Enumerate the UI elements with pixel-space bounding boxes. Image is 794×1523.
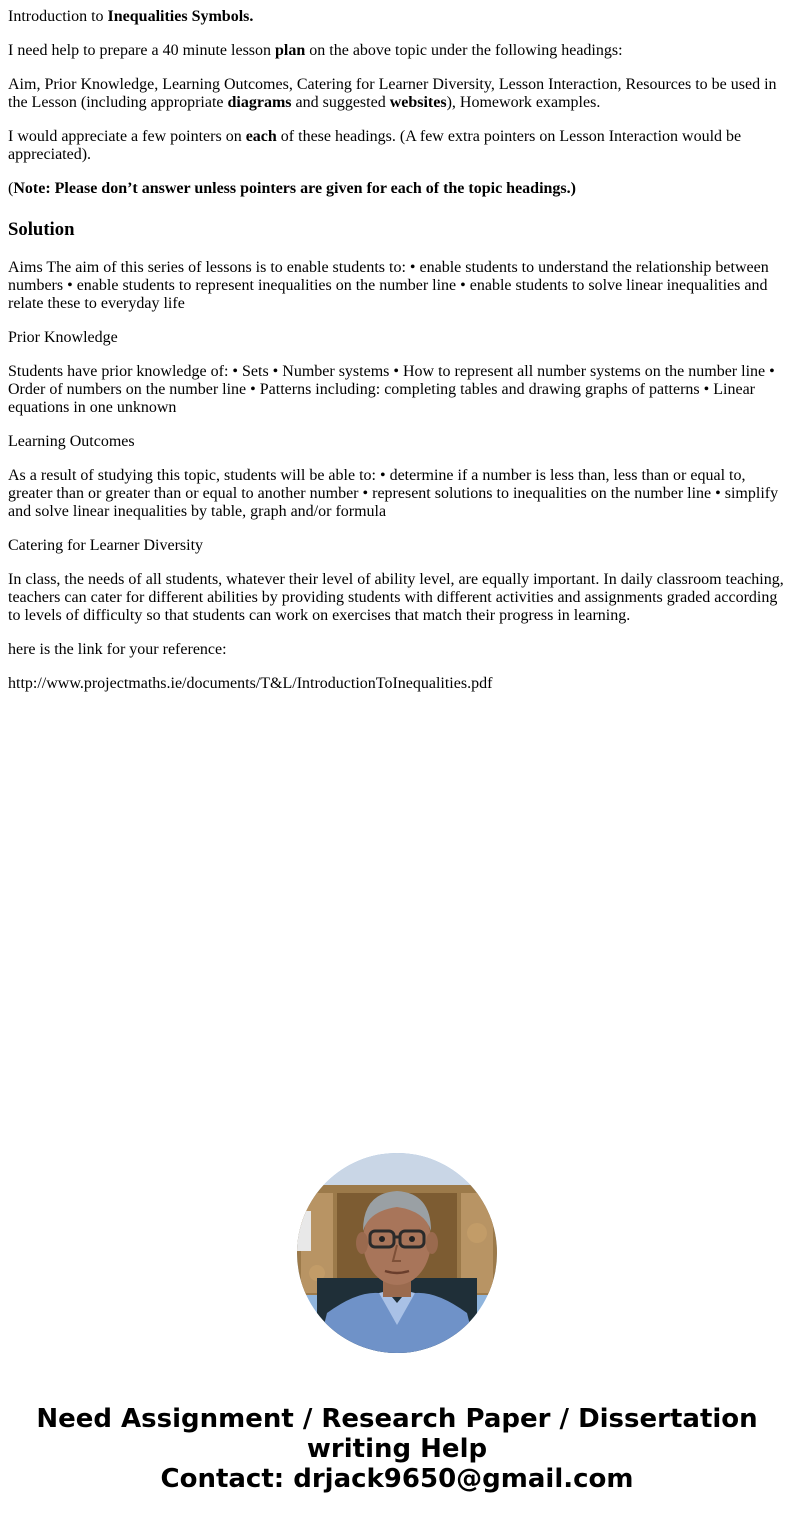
solution-reference-intro: here is the link for your reference:	[8, 641, 227, 658]
solution-prior-knowledge-heading: Prior Knowledge	[8, 329, 118, 346]
question-note-bold: Note: Please don’t answer unless pointers are given for each of the topic headings.)	[13, 180, 576, 197]
question-request-bold: plan	[275, 42, 306, 59]
question-pointers-text-after: of these headings. (A few extra pointers on Lesson Interaction would be appreciated).	[8, 128, 742, 163]
solution-diversity-heading: Catering for Learner Diversity	[8, 537, 204, 554]
promo-contact: Contact: drjack9650@gmail.com	[160, 1464, 634, 1494]
question-note	[8, 180, 786, 198]
question-intro-text: Introduction to	[8, 8, 108, 25]
solution-prior-knowledge: Students have prior knowledge of: • Sets • Number systems • How to represent all number systems on the number line • Order of numbers on the number line • Patterns including: completing tables and drawing graphs of patterns • Linear equations in one unknown	[8, 363, 775, 416]
question-intro	[8, 8, 786, 26]
question-headings-text-middle: and suggested	[291, 94, 390, 111]
question-request	[8, 42, 786, 60]
question-headings	[8, 76, 786, 112]
solution-learning-outcomes: As a result of studying this topic, students will be able to: • determine if a number is less than, less than or equal to, greater than or greater than or equal to another number • represent solutions to inequalities on the number line • simplify and solve linear inequalities by table, graph and/or formula	[8, 467, 779, 520]
question-headings-bold-diagrams: diagrams	[227, 94, 292, 111]
question-headings-text: Aim, Prior Knowledge, Learning Outcomes, Catering for Learner Diversity, Lesson Interaction, Resources to be used in the Lesson (including appropriate	[8, 76, 777, 111]
question-headings-bold-websites: websites	[389, 94, 447, 111]
solution-aims: Aims The aim of this series of lessons is to enable students to: • enable students to understand the relationship between numbers • enable students to represent inequalities on the number line • enable students to solve linear inequalities and relate these to everyday life	[8, 259, 769, 312]
author-avatar	[297, 1153, 497, 1353]
solution-heading: Solution	[8, 219, 75, 240]
question-headings-text-after: ), Homework examples.	[446, 94, 601, 111]
question-request-text: I need help to prepare a 40 minute lesson	[8, 42, 276, 59]
question-pointers-text: I would appreciate a few pointers on	[8, 128, 246, 145]
promo-line-2: writing Help	[306, 1434, 488, 1464]
promo-line-1: Need Assignment / Research Paper / Dissertation	[36, 1404, 758, 1434]
question-pointers-bold: each	[245, 128, 277, 145]
question-pointers	[8, 128, 786, 164]
question-note-paren: (	[8, 180, 14, 197]
solution-reference-link: http://www.projectmaths.ie/documents/T&L/IntroductionToInequalities.pdf	[8, 675, 493, 692]
author-portrait-image	[297, 1153, 497, 1353]
solution-learning-outcomes-heading: Learning Outcomes	[8, 433, 135, 450]
question-request-text-after: on the above topic under the following headings:	[305, 42, 623, 59]
question-topic: Inequalities Symbols.	[107, 8, 254, 25]
main-content	[8, 8, 786, 709]
solution-diversity: In class, the needs of all students, whatever their level of ability level, are equally important. In daily classroom teaching, teachers can cater for different abilities by providing students with different activities and assignments graded according to levels of difficulty so that students can work on exercises that match their progress in learning.	[8, 571, 784, 624]
promo-banner	[0, 1404, 794, 1494]
